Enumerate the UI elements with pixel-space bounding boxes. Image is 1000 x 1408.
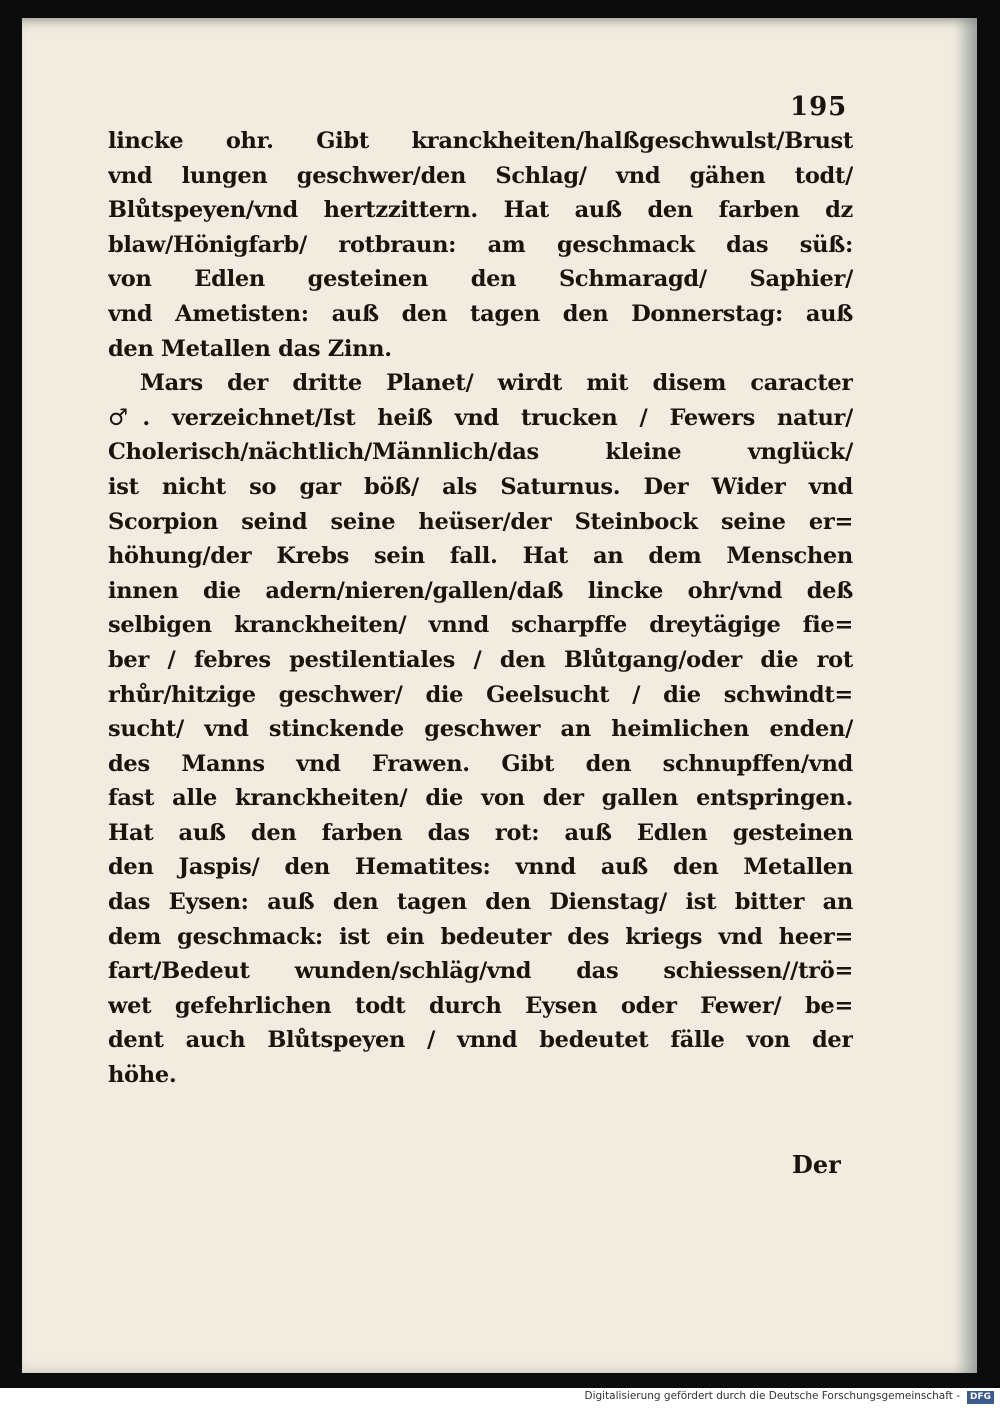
funding-credit: Digitalisierung gefördert durch die Deutsche Forschungsgemeinschaft - xyxy=(584,1390,960,1402)
text-line: blaw/Hönigfarb/ rotbraun: am geschmack das süß: xyxy=(108,231,853,258)
text-line: den Metallen das Zinn. xyxy=(108,335,392,362)
text-line: vnd Ametisten: auß den tagen den Donnerstag: auß xyxy=(108,300,853,327)
text-line: ist nicht so gar böß/ als Saturnus. Der Wider vnd xyxy=(108,473,853,500)
text-line: vnd lungen geschwer/den Schlag/ vnd gähen todt/ xyxy=(108,162,853,189)
text-line: fast alle kranckheiten/ die von der gallen entspringen. xyxy=(108,785,853,812)
page-number: 195 xyxy=(790,92,848,122)
text-line: dem geschmack: ist ein bedeuter des kriegs vnd heer= xyxy=(108,923,853,950)
text-line: Blůtspeyen/vnd hertzzittern. Hat auß den farben dz xyxy=(108,197,853,224)
text-line: fart/Bedeut wunden/schläg/vnd das schiessen//trö= xyxy=(108,958,853,985)
paragraph-start-line: Mars der dritte Planet/ wirdt mit disem caracter xyxy=(140,370,853,397)
text-line: von Edlen gesteinen den Schmaragd/ Saphier/ xyxy=(108,266,853,293)
catchword: Der xyxy=(792,1150,841,1179)
text-line: Hat auß den farben das rot: auß Edlen gesteinen xyxy=(108,819,853,846)
text-line: sucht/ vnd stinckende geschwer an heimlichen enden/ xyxy=(108,716,853,743)
text-line: Scorpion seind seine heüser/der Steinbock seine er= xyxy=(108,508,853,535)
text-line: wet gefehrlichen todt durch Eysen oder Fewer/ be= xyxy=(108,992,853,1019)
text-line: höhung/der Krebs sein fall. Hat an dem Menschen xyxy=(108,543,853,570)
text-line: Cholerisch/nächtlich/Männlich/das kleine vnglück/ xyxy=(108,439,853,466)
text-line: des Manns vnd Frawen. Gibt den schnupffen/vnd xyxy=(108,750,853,777)
text-line: rhůr/hitzige geschwer/ die Geelsucht / die schwindt= xyxy=(108,681,853,708)
text-line: das Eysen: auß den tagen den Dienstag/ ist bitter an xyxy=(108,889,853,916)
text-line: innen die adern/nieren/gallen/daß lincke ohr/vnd deß xyxy=(108,577,853,604)
text-line: ♂. verzeichnet/Ist heiß vnd trucken / Fewers natur/ xyxy=(108,404,853,431)
body-text xyxy=(108,124,853,1093)
book-page xyxy=(22,18,977,1373)
text-line: selbigen kranckheiten/ vnnd scharpffe dreytägige fie= xyxy=(108,612,853,639)
text-line: den Jaspis/ den Hematites: vnnd auß den Metallen xyxy=(108,854,853,881)
text-line: ber / febres pestilentiales / den Blůtgang/oder die rot xyxy=(108,646,853,673)
text-line: lincke ohr. Gibt kranckheiten/halßgeschwulst/Brust xyxy=(108,128,853,154)
text-line: höhe. xyxy=(108,1062,177,1089)
footer-bar xyxy=(0,1388,1000,1408)
dfg-logo-icon: DFG xyxy=(967,1391,994,1404)
text-line: dent auch Blůtspeyen / vnnd bedeutet fälle von der xyxy=(108,1027,853,1054)
